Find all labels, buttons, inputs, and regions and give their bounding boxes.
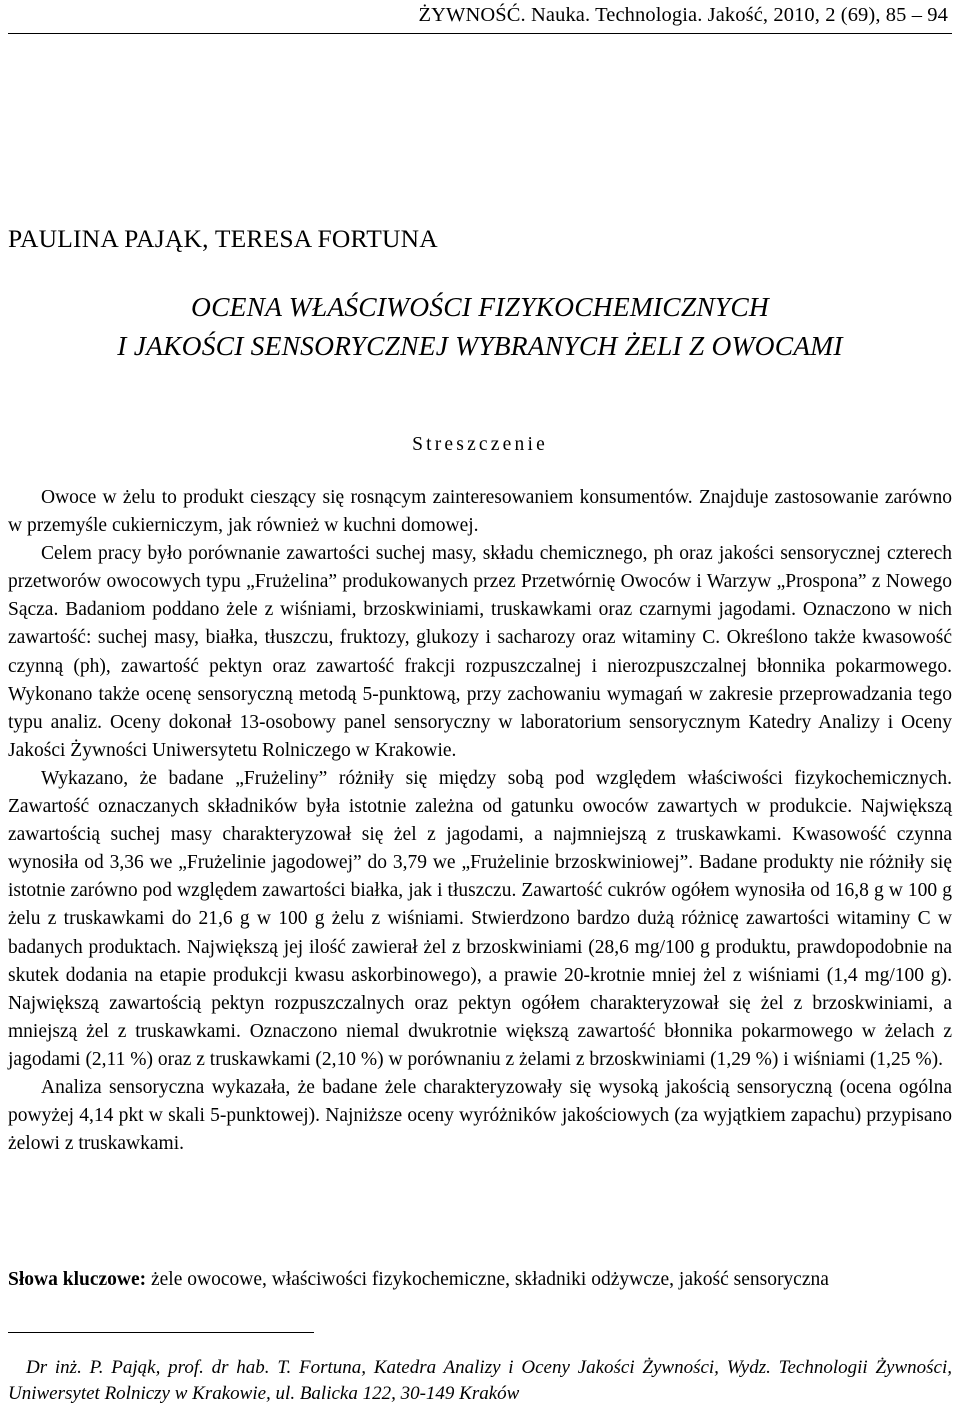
- keywords-label: Słowa kluczowe:: [8, 1269, 147, 1290]
- abstract-paragraph-3: Wykazano, że badane „Frużeliny” różniły się między sobą pod względem właściwości fizykochemicznych. Zawartość oznaczanych składników była istotnie zależna od gatunku owoców zawartych w produkcie. Największą zawartością suchej masy charakteryzował się żel z jagodami, a najmniejszą z truskawkami. Kwasowość czynna wynosiła od 3,36 we „Frużelinie jagodowej” do 3,79 we „Frużelinie brzoskwiniowej”. Badane produkty nie różniły się istotnie zarówno pod względem zawartości białka, jak i tłuszczu. Zawartość cukrów ogółem wynosiła od 16,8 g w 100 g żelu z truskawkami do 21,6 g w 100 g żelu z wiśniami. Stwierdzono bardzo dużą różnicę zawartości witaminy C w badanych produktach. Największą jej ilość zawierał żel z brzoskwiniami (28,6 mg/100 g produktu, prawdopodobnie na skutek dodania na etapie produkcji kwasu askorbinowego), a prawie 20-krotnie mniej żel z wiśniami (1,4 mg/100 g). Największą zawartością pektyn rozpuszczalnych oraz pektyn ogółem charakteryzował się żel z brzoskwiniami, a mniejszą żel z truskawkami. Oznaczono niemal dwukrotnie większą zawartość błonnika pokarmowego w żelach z jagodami (2,11 %) oraz z truskawkami (2,10 %) w porównaniu z żelami z brzoskwiniami (1,29 %) i wiśniami (1,25 %).: [8, 767, 952, 1070]
- title-line-1: OCENA WŁAŚCIWOŚCI FIZYKOCHEMICZNYCH: [191, 291, 769, 322]
- author-affiliation-footnote: Dr inż. P. Pająk, prof. dr hab. T. Fortuna, Katedra Analizy i Oceny Jakości Żywności, Wydz. Technologii Żywności, Uniwersytet Rolniczy w Krakowie, ul. Balicka 122, 30-149 Kraków: [8, 1357, 952, 1404]
- authors: PAULINA PAJĄK, TERESA FORTUNA: [8, 224, 438, 253]
- abstract-paragraph-4: Analiza sensoryczna wykazała, że badane żele charakteryzowały się wysoką jakością sensoryczną (ocena ogólna powyżej 4,14 pkt w skali 5-punktowej). Najniższe oceny wyróżników jakościowych (za wyjątkiem zapachu) przypisano żelowi z truskawkami.: [8, 1076, 952, 1155]
- title-line-2: I JAKOŚCI SENSORYCZNEJ WYBRANYCH ŻELI Z OWOCAMI: [117, 330, 843, 361]
- article-title: [0, 287, 960, 365]
- abstract-body: [8, 484, 952, 1158]
- abstract-paragraph-2: Celem pracy było porównanie zawartości suchej masy, składu chemicznego, ph oraz jakości sensorycznej czterech przetworów owocowych typu „Frużelina” produkowanych przez Przetwórnię Owoców i Warzyw „Prospona” z Nowego Sącza. Badaniom poddano żele z wiśniami, brzoskwiniami, truskawkami oraz czarnymi jagodami. Oznaczono w nich zawartość: suchej masy, białka, tłuszczu, fruktozy, glukozy i sacharozy oraz witaminy C. Określono także kwasowość czynną (ph), zawartość pektyn oraz zawartość frakcji rozpuszczalnej i nierozpuszczalnej błonnika pokarmowego. Wykonano także ocenę sensoryczną metodą 5-punktową, przy zachowaniu wymagań w zakresie przeprowadzania tego typu analiz. Oceny dokonał 13-osobowy panel sensoryczny w laboratorium sensorycznym Katedry Analizy i Oceny Jakości Żywności Uniwersytetu Rolniczego w Krakowie.: [8, 543, 952, 761]
- keywords-text: żele owocowe, właściwości fizykochemiczne, składniki odżywcze, jakość sensoryczna: [151, 1269, 829, 1290]
- footnote-divider: [8, 1332, 314, 1333]
- header-divider: [8, 33, 952, 34]
- keywords: [8, 1266, 952, 1294]
- abstract-heading: Streszczenie: [412, 434, 548, 455]
- journal-header: ŻYWNOŚĆ. Nauka. Technologia. Jakość, 2010, 2 (69), 85 – 94: [418, 4, 948, 26]
- abstract-paragraph-1: Owoce w żelu to produkt cieszący się rosnącym zainteresowaniem konsumentów. Znajduje zastosowanie zarówno w przemyśle cukierniczym, jak również w kuchni domowej.: [8, 487, 952, 537]
